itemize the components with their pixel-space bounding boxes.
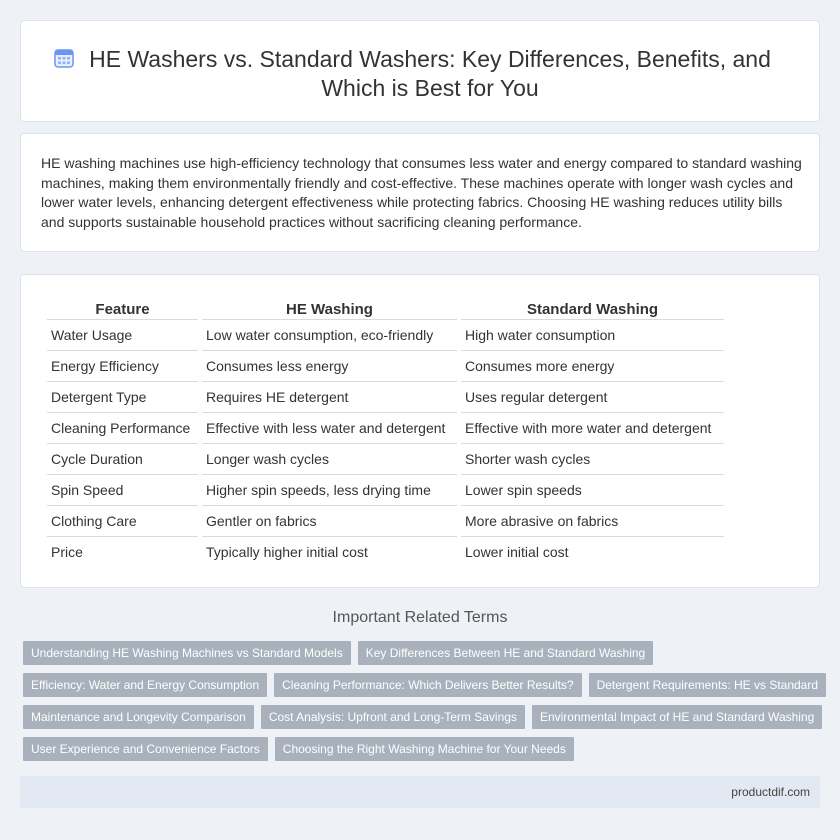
related-term-tag[interactable]: Cleaning Performance: Which Delivers Better Results? <box>274 673 581 697</box>
he-cell: Low water consumption, eco-friendly <box>202 319 457 350</box>
standard-cell: More abrasive on fabrics <box>461 505 724 536</box>
footer-site-link[interactable]: productdif.com <box>731 785 810 799</box>
comparison-table <box>43 295 728 567</box>
related-term-tag[interactable]: Efficiency: Water and Energy Consumption <box>23 673 267 697</box>
table-row <box>47 412 724 443</box>
table-header-row <box>47 295 724 319</box>
header-standard-washing: Standard Washing <box>526 301 659 318</box>
related-term-tag[interactable]: Choosing the Right Washing Machine for Your Needs <box>275 737 574 761</box>
he-cell: Requires HE detergent <box>202 381 457 412</box>
he-cell: Longer wash cycles <box>202 443 457 474</box>
feature-cell: Spin Speed <box>47 474 198 505</box>
standard-cell: Shorter wash cycles <box>461 443 724 474</box>
feature-cell: Detergent Type <box>47 381 198 412</box>
comparison-card <box>20 274 820 588</box>
he-cell: Typically higher initial cost <box>202 536 457 567</box>
standard-cell: High water consumption <box>461 319 724 350</box>
table-row <box>47 443 724 474</box>
table-row <box>47 474 724 505</box>
related-term-tag[interactable]: Maintenance and Longevity Comparison <box>23 705 254 729</box>
he-cell: Gentler on fabrics <box>202 505 457 536</box>
related-term-tag[interactable]: Key Differences Between HE and Standard Washing <box>358 641 654 665</box>
standard-cell: Effective with more water and detergent <box>461 412 724 443</box>
he-cell: Higher spin speeds, less drying time <box>202 474 457 505</box>
standard-cell: Uses regular detergent <box>461 381 724 412</box>
page-title: HE Washers vs. Standard Washers: Key Differences, Benefits, and Which is Best for You <box>89 46 771 101</box>
he-cell: Consumes less energy <box>202 350 457 381</box>
related-term-tag[interactable]: Cost Analysis: Upfront and Long-Term Savings <box>261 705 525 729</box>
standard-cell: Lower initial cost <box>461 536 724 567</box>
header-card <box>20 20 820 122</box>
related-terms-list <box>23 641 823 769</box>
table-row <box>47 350 724 381</box>
feature-cell: Clothing Care <box>47 505 198 536</box>
footer <box>20 776 820 808</box>
table-row <box>47 319 724 350</box>
related-term-tag[interactable]: Understanding HE Washing Machines vs Standard Models <box>23 641 351 665</box>
standard-cell: Lower spin speeds <box>461 474 724 505</box>
feature-cell: Price <box>47 536 198 567</box>
feature-cell: Cleaning Performance <box>47 412 198 443</box>
table-row <box>47 536 724 567</box>
intro-paragraph: HE washing machines use high-efficiency technology that consumes less water and energy compared to standard washing machines, making them environmentally friendly and cost-effective. These machines operate with longer wash cycles and lower water levels, enhancing detergent effectiveness while protecting fabrics. Choosing HE washing reduces utility bills and supports sustainable household practices without sacrificing cleaning performance. <box>41 155 802 230</box>
header-he-washing: HE Washing <box>286 301 373 318</box>
feature-cell: Energy Efficiency <box>47 350 198 381</box>
table-row <box>47 381 724 412</box>
related-terms-title: Important Related Terms <box>332 609 508 626</box>
related-term-tag[interactable]: User Experience and Convenience Factors <box>23 737 268 761</box>
he-cell: Effective with less water and detergent <box>202 412 457 443</box>
standard-cell: Consumes more energy <box>461 350 724 381</box>
related-term-tag[interactable]: Detergent Requirements: HE vs Standard <box>589 673 826 697</box>
table-row <box>47 505 724 536</box>
intro-card <box>20 133 820 252</box>
related-term-tag[interactable]: Environmental Impact of HE and Standard Washing <box>532 705 822 729</box>
feature-cell: Cycle Duration <box>47 443 198 474</box>
feature-cell: Water Usage <box>47 319 198 350</box>
header-feature: Feature <box>95 301 150 318</box>
